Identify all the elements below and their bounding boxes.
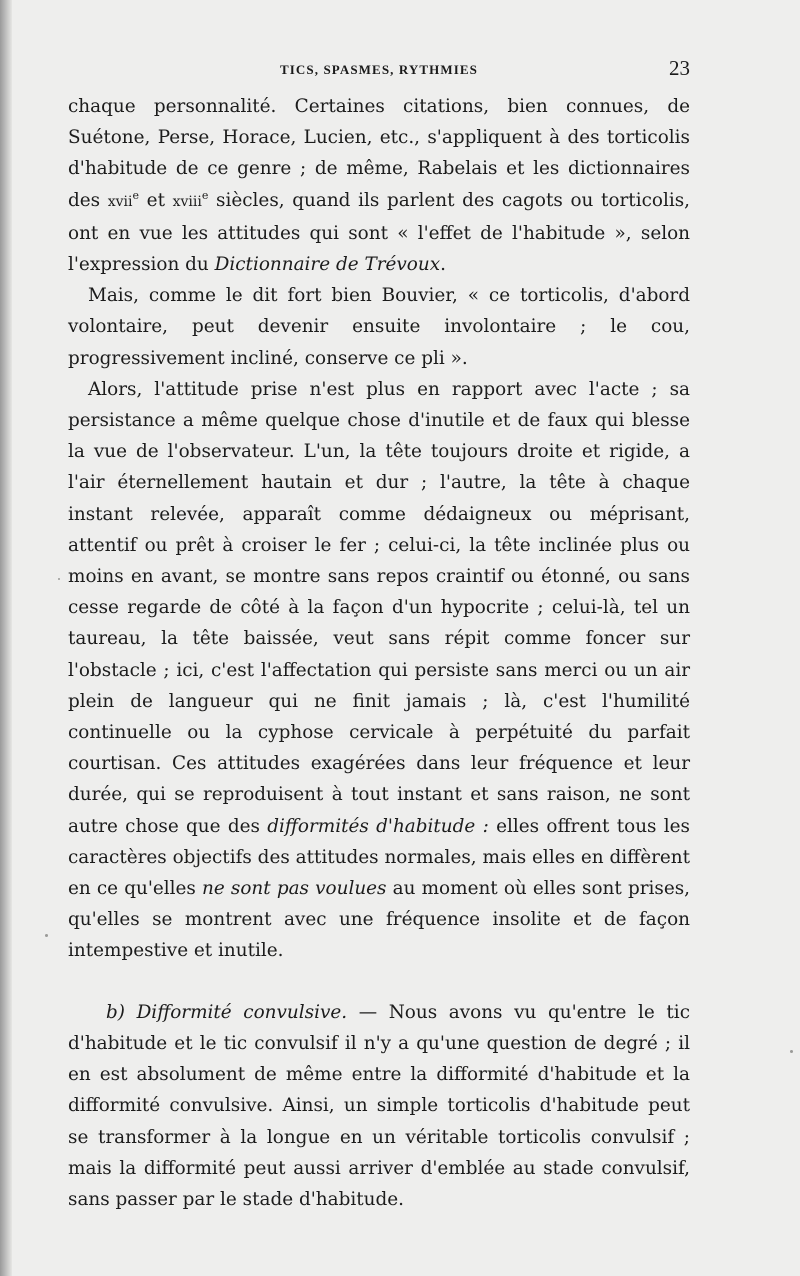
text-run: Alors, l'attitude prise n'est plus en rapport avec l'acte ; sa persistance a même quelque chose d'inutile et de faux qui blesse la vue de l'observateur. L'un, la tête toujours droite et rigide, a l'air éternellement hautain et dur ; l'autre, la tête à chaque instant relevée, apparaît comme dédaigneux ou méprisant, attentif ou prêt à croiser le fer ; celui-ci, la tête inclinée plus ou moins en avant, se montre sans repos craintif ou étonné, ou sans cesse regarde de côté à la façon d'un hypocrite ; celui-là, tel un taureau, la tête baissée, veut sans répit comme foncer sur l'obstacle ; ici, c'est l'affectation qui persiste sans merci ou un air plein de langueur qui ne finit jamais ; là, c'est l'humilité continuelle ou la cyphose cervicale à perpétuité du parfait courtisan. Ces attitudes exagérées dans leur fréquence et leur durée, qui se reproduisent à tout instant et sans raison, ne sont autre chose que des	[68, 378, 690, 837]
text-run: elles offrent tous les caractères objectifs des attitudes normales, mais elles en diffèrent en ce qu'elles	[68, 815, 690, 900]
text-run: .	[440, 254, 446, 276]
italic-phrase: ne sont pas voulues	[202, 878, 387, 900]
page-number: 23	[669, 56, 690, 80]
paragraph-1	[68, 91, 690, 280]
scan-speck	[45, 934, 48, 937]
scan-edge-shadow	[0, 0, 12, 1276]
page-header	[68, 56, 690, 86]
superscript: e	[201, 188, 209, 202]
text-run: au moment où elles sont prises, qu'elles se montrent avec une fréquence insolite et de façon intempestive et inutile.	[68, 878, 690, 962]
text-run: et	[139, 189, 173, 211]
superscript: e	[132, 188, 140, 202]
italic-term: difformités d'habitude :	[267, 815, 489, 837]
text-run: siècles, quand ils parlent des cagots ou torticolis, ont en vue les attitudes qui sont « l'effet de l'habitude », selon l'expression du	[68, 189, 690, 276]
scan-speck	[58, 578, 60, 580]
running-title: TICS, SPASMES, RYTHMIES	[280, 62, 478, 77]
italic-title: Dictionnaire de Trévoux	[214, 254, 441, 276]
scan-speck	[790, 1050, 793, 1053]
paragraph-2: Mais, comme le dit fort bien Bouvier, « ce torticolis, d'abord volontaire, peut devenir ensuite involontaire ; le cou, progressivement incliné, conserve ce pli ».	[68, 285, 690, 369]
century-numeral: xvii	[107, 193, 133, 210]
section-heading: b) Difformité convulsive.	[106, 1001, 348, 1023]
paragraph-4	[68, 997, 690, 1215]
paragraph-3	[68, 374, 690, 967]
century-numeral: xviii	[172, 193, 202, 210]
body-text	[68, 91, 690, 1215]
text-run: chaque personnalité. Certaines citations, bien connues, de Suétone, Perse, Horace, Lucien, etc., s'appliquent à des torticolis d'habitude de ce genre ; de même, Rabelais et les dictionnaires des	[68, 96, 690, 211]
text-run: — Nous avons vu qu'entre le tic d'habitude et le tic convulsif il n'y a qu'une question de degré ; il en est absolument de même entre la difformité d'habitude et la difformité convulsive. Ainsi, un simple torticolis d'habitude peut se transformer à la longue en un véritable torticolis convulsif ; mais la difformité peut aussi arriver d'emblée au stade convulsif, sans passer par le stade d'habitude.	[68, 1001, 690, 1210]
